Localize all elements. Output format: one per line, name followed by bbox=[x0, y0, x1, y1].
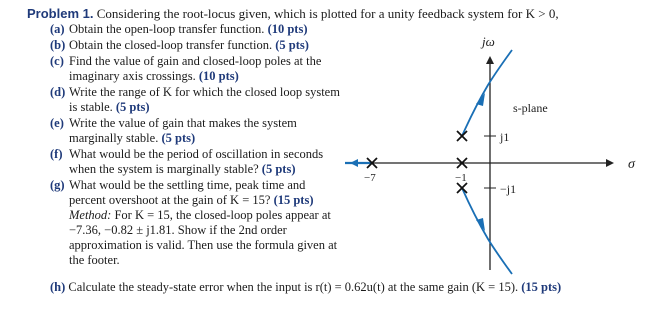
question-text: Find the value of gain and closed-loop poles at the imaginary axis crossings. bbox=[69, 54, 322, 83]
question-points: (15 pts) bbox=[273, 193, 314, 207]
question-points: (10 pts) bbox=[267, 22, 308, 36]
pole-marker-upper bbox=[457, 131, 467, 141]
method-label: Method: bbox=[69, 208, 112, 222]
question-points: (15 pts) bbox=[521, 280, 562, 294]
tick-label-minus7: −7 bbox=[364, 172, 376, 184]
s-plane-label: s-plane bbox=[513, 101, 548, 115]
question-text: Write the value of gain that makes the system marginally stable. bbox=[69, 116, 297, 145]
lower-locus-branch bbox=[462, 188, 512, 274]
question-text: What would be the period of oscillation in seconds when the system is marginally stable? bbox=[69, 147, 324, 176]
question-points: (10 pts) bbox=[198, 69, 239, 83]
real-axis-label: σ bbox=[628, 157, 635, 172]
question-label: (f) bbox=[50, 147, 63, 161]
question-text: Obtain the closed-loop transfer function. bbox=[69, 38, 273, 52]
tick-label-minus1: −1 bbox=[455, 172, 467, 184]
upper-locus-branch bbox=[462, 50, 512, 136]
question-text: Obtain the open-loop transfer function. bbox=[69, 22, 265, 36]
upper-branch-arrow bbox=[476, 93, 485, 106]
problem-intro: Considering the root-locus given, which is plotted for a unity feedback system for K > 0, bbox=[96, 6, 559, 21]
method-text: For K = 15, the closed-loop poles appear at −7.36, −0.82 ± j1.81. Show if the 2nd order approximation is valid. Then use the formula given at the footer. bbox=[69, 208, 338, 267]
question-label: (a) bbox=[50, 22, 65, 36]
question-label: (e) bbox=[50, 116, 64, 130]
question-text: What would be the settling time, peak time and percent overshoot at the gain of K = 15? bbox=[69, 178, 306, 207]
question-label: (b) bbox=[50, 38, 66, 52]
question-label: (d) bbox=[50, 85, 66, 99]
lower-branch-arrow bbox=[476, 218, 485, 231]
tick-label-minus-j1: −j1 bbox=[500, 182, 517, 196]
question-label: (g) bbox=[50, 178, 65, 192]
real-axis-arrow bbox=[350, 159, 358, 167]
question-points: (5 pts) bbox=[275, 38, 309, 52]
question-label: (c) bbox=[50, 54, 64, 68]
question-points: (5 pts) bbox=[161, 131, 196, 145]
question-text: Write the range of K for which the closed loop system is stable. bbox=[69, 85, 340, 114]
question-points: (5 pts) bbox=[115, 100, 150, 114]
imag-axis-label: jω bbox=[482, 34, 495, 49]
question-label: (h) bbox=[50, 280, 66, 294]
pole-marker-lower bbox=[457, 183, 467, 193]
question-text: Calculate the steady-state error when the input is r(t) = 0.62u(t) at the same gain (K = 15). bbox=[68, 280, 519, 294]
question-points: (5 pts) bbox=[261, 162, 296, 176]
tick-label-j1: j1 bbox=[500, 130, 510, 144]
problem-label: Problem 1. bbox=[27, 6, 94, 21]
